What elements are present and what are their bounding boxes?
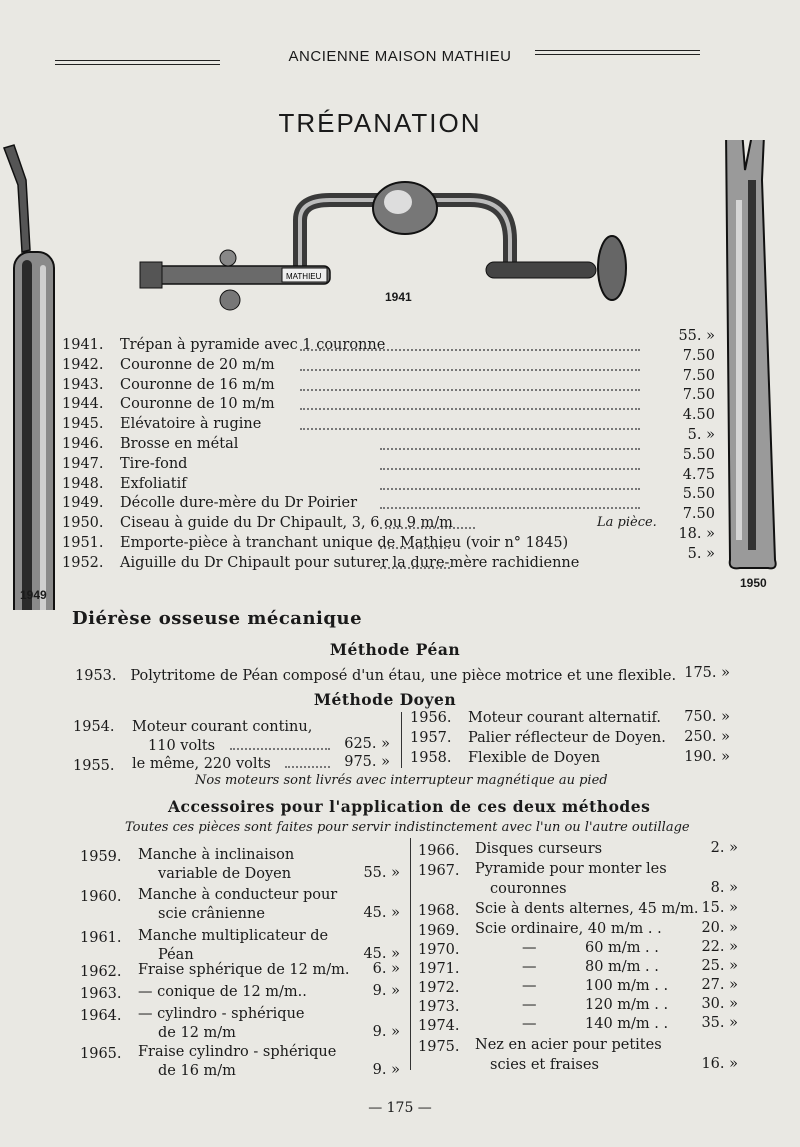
item-label: — cylindro - sphérique xyxy=(138,1006,305,1022)
item-size: 100 m/m . . xyxy=(585,978,669,994)
column-divider xyxy=(401,712,402,768)
accessories-note: Toutes ces pièces sont faites pour servir indistinctement avec l'un ou l'autre outillage xyxy=(125,820,690,835)
item-number: 1965. xyxy=(80,1046,122,1062)
item-price: 5.50 xyxy=(682,486,715,503)
item-label-2: variable de Doyen xyxy=(158,866,292,882)
item-number: 1973. xyxy=(418,999,460,1015)
item-label: — xyxy=(522,959,537,975)
leader-dots xyxy=(300,369,640,371)
section-title-trepanation: TRÉPANATION xyxy=(278,108,482,138)
item-number: 1955. xyxy=(73,758,115,774)
item-size: 60 m/m . . xyxy=(585,940,659,956)
item-price: 25. » xyxy=(701,958,738,974)
list-item-1951 xyxy=(62,534,568,552)
item-number: 1964. xyxy=(80,1008,122,1024)
item-label: Couronne de 10 m/m xyxy=(120,396,275,413)
leader-dots xyxy=(380,567,450,569)
item-label: Aiguille du Dr Chipault pour suturer la dure-mère rachidienne xyxy=(120,554,580,571)
item-label: Brosse en métal xyxy=(120,436,239,452)
item-price: 4.50 xyxy=(682,407,715,424)
item-price: 27. » xyxy=(701,977,738,993)
list-item-1949 xyxy=(62,494,357,512)
accessories-heading: Accessoires pour l'application de ces deux méthodes xyxy=(168,797,651,816)
item-label: Scie ordinaire, 40 m/m . . xyxy=(475,921,662,937)
doyen-note: Nos moteurs sont livrés avec interrupteur magnétique au pied xyxy=(195,773,608,788)
item-number: 1958. xyxy=(410,750,452,766)
item-price: 7.50 xyxy=(682,367,715,384)
item-price: 250. » xyxy=(684,729,730,745)
item-label: Couronne de 16 m/m xyxy=(120,376,275,393)
item-label-2: de 16 m/m xyxy=(158,1063,236,1079)
item-price: 6. » xyxy=(372,961,400,977)
item-number: 1974. xyxy=(418,1018,460,1034)
list-item-1941 xyxy=(62,336,385,354)
item-number: 1946. xyxy=(62,436,104,452)
item-number: 1944. xyxy=(62,396,104,413)
item-label-2: 110 volts xyxy=(148,738,216,754)
item-label: Moteur courant continu, xyxy=(132,719,313,735)
leader-dots xyxy=(380,527,475,529)
item-number: 1959. xyxy=(80,849,122,865)
leader-dots xyxy=(230,748,330,750)
item-price: 9. » xyxy=(372,1024,400,1040)
item-number: 1956. xyxy=(410,710,452,726)
item-number: 1950. xyxy=(62,515,104,532)
item-number: 1971. xyxy=(418,961,460,977)
item-label: Nez en acier pour petites xyxy=(475,1037,662,1053)
item-number: 1963. xyxy=(80,986,122,1002)
figure-label-1949: 1949 xyxy=(20,588,47,602)
figure-label-1941: 1941 xyxy=(385,290,412,304)
list-item-1944 xyxy=(62,395,275,413)
item-price: 55. » xyxy=(678,328,715,344)
list-item-1945 xyxy=(62,415,261,433)
item-label: Exfoliatif xyxy=(120,475,187,492)
leader-dots xyxy=(380,507,640,509)
item-label-2: scie crânienne xyxy=(158,906,265,922)
item-number: 1975. xyxy=(418,1039,460,1055)
item-label: Polytritome de Péan composé d'un étau, une pièce motrice et une flexible. xyxy=(130,668,677,684)
item-label: Fraise sphérique de 12 m/m. xyxy=(138,962,350,978)
item-number: 1969. xyxy=(418,923,460,939)
leader-dots xyxy=(380,547,450,549)
item-number: 1948. xyxy=(62,475,104,492)
item-label: — xyxy=(522,978,537,994)
item-label-2: couronnes xyxy=(490,881,567,897)
item-label-2: de 12 m/m xyxy=(158,1025,236,1041)
item-size: 140 m/m . . xyxy=(585,1016,669,1032)
item-price: 9. » xyxy=(372,983,400,999)
list-item-1953 xyxy=(75,667,676,685)
item-price: 2. » xyxy=(710,840,738,856)
item-label: le même, 220 volts xyxy=(132,756,271,772)
leader-dots xyxy=(380,448,640,450)
list-item-1954 xyxy=(73,718,115,736)
list-item-1958 xyxy=(410,749,600,767)
column-divider xyxy=(410,838,411,1070)
item-price: 7.50 xyxy=(682,347,715,364)
item-price: 30. » xyxy=(701,996,738,1012)
item-size: 120 m/m . . xyxy=(585,997,669,1013)
leader-dots xyxy=(300,408,640,410)
item-number: 1957. xyxy=(410,730,452,746)
pean-heading: Méthode Péan xyxy=(329,640,461,659)
item-label-2: Péan xyxy=(158,947,194,963)
list-item-1957 xyxy=(410,729,666,747)
item-label: Fraise cylindro - sphérique xyxy=(138,1044,337,1060)
item-number: 1943. xyxy=(62,376,104,393)
item-label: Ciseau à guide du Dr Chipault, 3, 6 ou 9 m/m xyxy=(120,515,453,532)
item-price: 7.50 xyxy=(682,506,715,523)
list-item-1950 xyxy=(62,514,453,532)
item-size: 80 m/m . . xyxy=(585,959,659,975)
doyen-heading: Méthode Doyen xyxy=(313,690,457,709)
list-item-1943 xyxy=(62,376,275,394)
item-label: — xyxy=(522,940,537,956)
item-price: 35. » xyxy=(701,1015,738,1031)
trepan-brace xyxy=(140,182,626,310)
item-number: 1960. xyxy=(80,889,122,905)
item-price: 190. » xyxy=(684,749,730,765)
item-price: 625. » xyxy=(344,736,390,752)
item-number: 1962. xyxy=(80,964,122,980)
item-number: 1947. xyxy=(62,455,104,472)
item-price: 5. » xyxy=(687,545,715,562)
item-label: Scie à dents alternes, 45 m/m. xyxy=(475,901,699,917)
item-label: Elévatoire à rugine xyxy=(120,416,262,433)
leader-dots xyxy=(380,488,640,490)
item-price: 15. » xyxy=(701,900,738,916)
item-number: 1954. xyxy=(73,719,115,735)
item-price: 45. » xyxy=(363,905,400,921)
item-label: Disques curseurs xyxy=(475,841,603,857)
item-price: 175. » xyxy=(684,665,730,681)
list-item-1956 xyxy=(410,709,661,727)
list-item-1947 xyxy=(62,455,187,473)
item-price: 45. » xyxy=(363,946,400,962)
section-title-dierese: Diérèse osseuse mécanique xyxy=(72,608,363,629)
item-label: Manche multiplicateur de xyxy=(138,928,329,944)
item-label: Manche à inclinaison xyxy=(138,847,295,863)
item-price: 55. » xyxy=(363,865,400,881)
leader-dots xyxy=(380,468,640,470)
item-price: 4.75 xyxy=(682,466,715,483)
item-label: Décolle dure-mère du Dr Poirier xyxy=(120,495,358,512)
item-price: 8. » xyxy=(710,880,738,896)
item-label: Trépan à pyramide avec 1 couronne xyxy=(120,337,386,353)
list-item-1942 xyxy=(62,356,275,374)
item-price: 750. » xyxy=(684,709,730,725)
list-item-1955 xyxy=(73,757,115,775)
item-label-2: scies et fraises xyxy=(490,1057,599,1073)
item-number: 1968. xyxy=(418,903,460,919)
list-item-1952 xyxy=(62,554,579,572)
item-price: 22. » xyxy=(701,939,738,955)
item-number: 1951. xyxy=(62,535,104,551)
brace-mark: MATHIEU xyxy=(286,272,322,281)
item-label: Couronne de 20 m/m xyxy=(120,356,275,373)
item-number: 1961. xyxy=(80,930,122,946)
item-number: 1970. xyxy=(418,942,460,958)
item-number: 1972. xyxy=(418,980,460,996)
item-label: Manche à conducteur pour xyxy=(138,887,338,903)
figure-label-1950: 1950 xyxy=(740,576,767,590)
item-label: Tire-fond xyxy=(120,455,188,472)
item-number: 1967. xyxy=(418,863,460,879)
item-number: 1966. xyxy=(418,843,460,859)
item-price: 9. » xyxy=(372,1062,400,1078)
item-number: 1942. xyxy=(62,356,104,373)
item-price: 20. » xyxy=(701,920,738,936)
item-note: La pièce. xyxy=(597,515,657,531)
item-price: 5. » xyxy=(687,427,715,443)
item-price: 18. » xyxy=(678,526,715,542)
item-price: 975. » xyxy=(344,754,390,770)
item-label: Emporte-pièce à tranchant unique de Mathieu (voir n° 1845) xyxy=(120,535,569,551)
item-label: Flexible de Doyen xyxy=(468,750,601,766)
leader-dots xyxy=(300,428,640,430)
item-number: 1941. xyxy=(62,337,104,353)
page-number: — 175 — xyxy=(368,1100,432,1116)
ciseau-chipault-tool xyxy=(726,140,776,568)
decolle-dure-mere-tool xyxy=(4,145,54,610)
item-number: 1949. xyxy=(62,495,104,512)
item-label: — xyxy=(522,997,537,1013)
item-label: — xyxy=(522,1016,537,1032)
item-price: 5.50 xyxy=(682,446,715,463)
leader-dots xyxy=(300,389,640,391)
item-label: Palier réflecteur de Doyen. xyxy=(468,730,666,746)
running-head: ANCIENNE MAISON MATHIEU xyxy=(288,48,512,65)
item-number: 1945. xyxy=(62,416,104,433)
leader-dots xyxy=(300,349,640,351)
item-price: 7.50 xyxy=(682,387,715,404)
list-item-1948 xyxy=(62,475,187,493)
item-label: Pyramide pour monter les xyxy=(475,861,667,877)
item-number: 1952. xyxy=(62,554,104,571)
item-number: 1953. xyxy=(75,668,117,684)
item-price: 16. » xyxy=(701,1056,738,1072)
list-item-1946 xyxy=(62,435,238,453)
item-label: Moteur courant alternatif. xyxy=(468,710,661,726)
item-label: — conique de 12 m/m.. xyxy=(138,984,307,1000)
